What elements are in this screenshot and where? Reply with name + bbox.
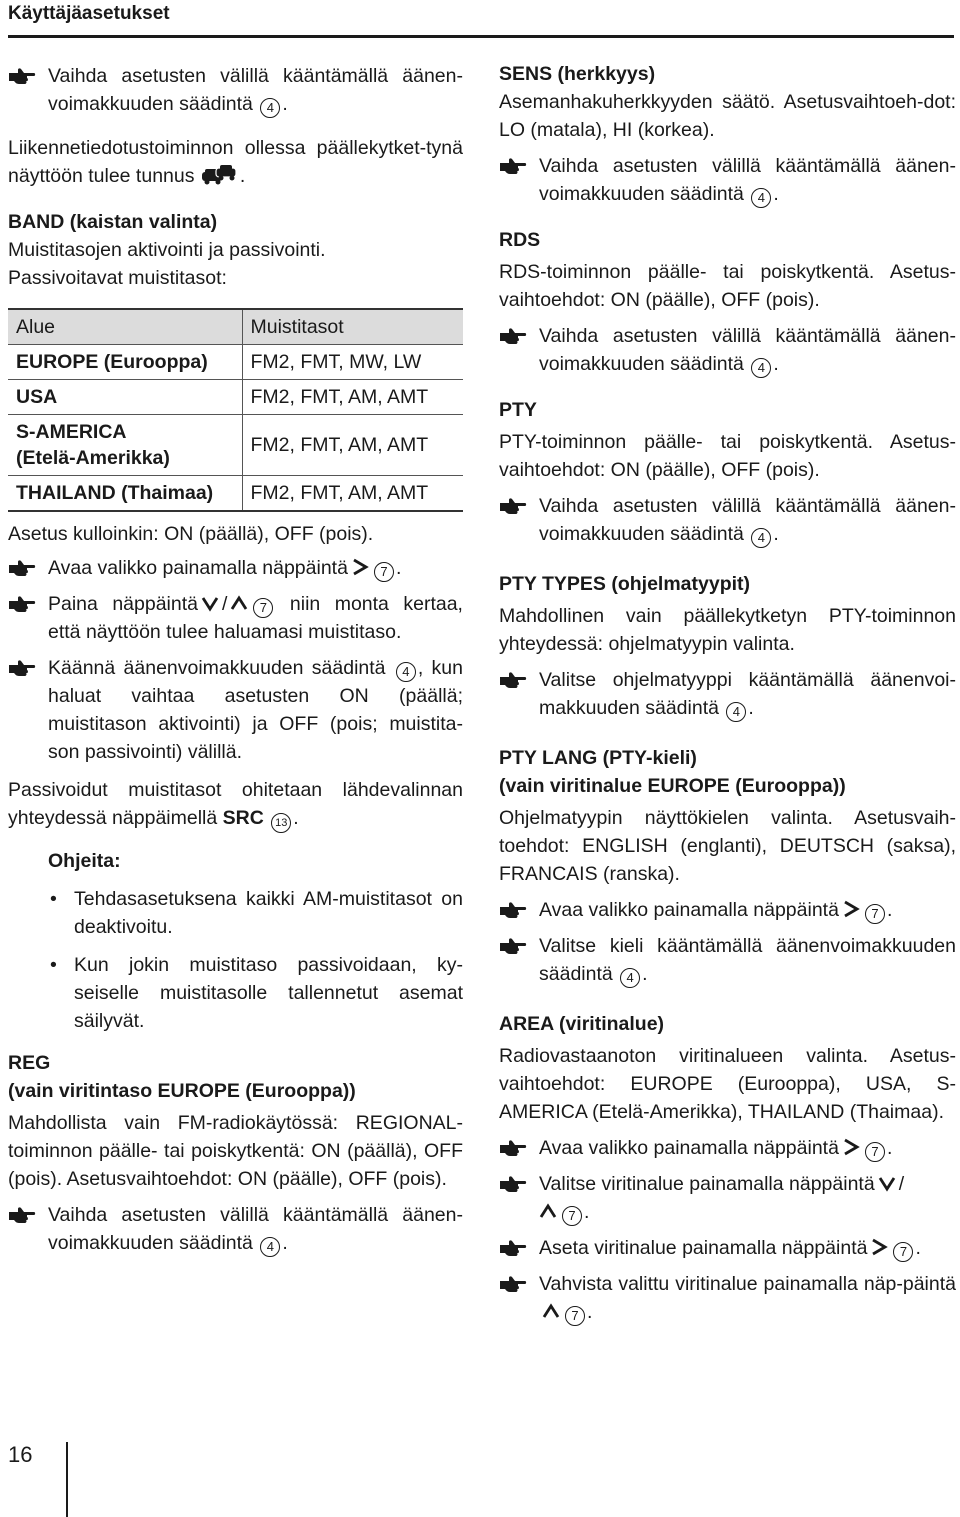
step-text: Vahvista valittu viritinalue painamalla näp-päintä bbox=[539, 1273, 956, 1295]
key-7-badge: 7 bbox=[865, 1142, 885, 1162]
step-text: , kun haluat vaihtaa asetusten ON (päällä; muistitason aktivointi) ja OFF (pois; muistita-son passivointi) välillä. bbox=[48, 657, 464, 763]
band-paragraph-2: Passivoitavat muistitasot: bbox=[8, 267, 227, 289]
pointing-hand-icon bbox=[8, 556, 36, 580]
step-end: . bbox=[748, 697, 754, 719]
note-item: • Kun jokin muistitaso passivoidaan, ky-seiselle muistitasolle tallennetut asemat säilyvät. bbox=[48, 951, 463, 1035]
arrow-up-icon bbox=[542, 1302, 560, 1320]
knob-4-badge: 4 bbox=[751, 358, 771, 378]
step-end: . bbox=[886, 899, 893, 921]
table-cell: S-AMERICA (Etelä-Amerikka) bbox=[8, 415, 242, 476]
table-cell: FM2, FMT, AM, AMT bbox=[242, 415, 463, 476]
knob-4-badge: 4 bbox=[396, 662, 416, 682]
pointing-hand-icon bbox=[499, 934, 527, 958]
step-change-setting bbox=[8, 62, 463, 118]
memory-levels-table bbox=[8, 308, 463, 512]
key-7-badge: 7 bbox=[893, 1242, 913, 1262]
step-rds bbox=[499, 322, 956, 378]
pointing-hand-icon bbox=[499, 668, 527, 692]
pointing-hand-icon bbox=[8, 1203, 36, 1227]
pointing-hand-icon bbox=[499, 154, 527, 178]
step-text: Valitse ohjelmatyyppi kääntämällä äänenvoi-makkuuden säädintä bbox=[539, 669, 956, 719]
knob-4-badge: 4 bbox=[260, 98, 280, 118]
step-area-confirm bbox=[499, 1270, 956, 1326]
step-text: niin monta kertaa, että näyttöön tulee haluamasi muistitaso. bbox=[48, 593, 463, 643]
key-13-badge: 13 bbox=[271, 813, 291, 833]
arrow-right-icon bbox=[842, 900, 860, 918]
step-end: . bbox=[584, 1201, 590, 1223]
step-text: Aseta viritinalue painamalla näppäintä bbox=[539, 1237, 868, 1259]
pty-types-paragraph: Mahdollinen vain päällekytketyn PTY-toiminnon yhteydessä: ohjelmatyypin valinta. bbox=[499, 605, 956, 655]
knob-4-badge: 4 bbox=[751, 528, 771, 548]
step-end: . bbox=[773, 523, 779, 545]
note-item: • Tehdasasetuksena kaikki AM-muistitasot on deaktivoitu. bbox=[48, 885, 463, 941]
rds-heading: RDS bbox=[499, 229, 541, 251]
ta-paragraph bbox=[8, 134, 463, 190]
left-column bbox=[8, 60, 463, 1257]
pointing-hand-icon bbox=[499, 1236, 527, 1260]
table-cell: FM2, FMT, AM, AMT bbox=[242, 380, 463, 415]
step-text: Vaihda asetusten välillä kääntämällä äänen-voimakkuuden säädintä bbox=[48, 1204, 463, 1254]
arrow-up-icon bbox=[230, 594, 248, 612]
arrow-up-icon bbox=[539, 1202, 557, 1220]
pointing-hand-icon bbox=[499, 324, 527, 348]
step-end: . bbox=[395, 557, 402, 579]
table-cell: EUROPE (Eurooppa) bbox=[8, 345, 242, 380]
page-header-title: Käyttäjäasetukset bbox=[8, 3, 170, 24]
step-end: . bbox=[282, 93, 288, 115]
key-7-badge: 7 bbox=[565, 1306, 585, 1326]
right-column bbox=[499, 60, 956, 1326]
step-area-open bbox=[499, 1134, 956, 1162]
table-cell: USA bbox=[8, 380, 242, 415]
step-pty-types bbox=[499, 666, 956, 722]
step-text: Vaihda asetusten välillä kääntämällä äänen-voimakkuuden säädintä bbox=[539, 495, 956, 545]
step-turn-knob bbox=[8, 654, 463, 766]
step-end: . bbox=[587, 1301, 593, 1323]
table-header-cell: Muistitasot bbox=[242, 309, 463, 345]
step-text: Käännä äänenvoimakkuuden säädintä bbox=[48, 657, 386, 679]
step-end: . bbox=[886, 1137, 893, 1159]
step-change-setting bbox=[8, 1201, 463, 1257]
reg-paragraph: Mahdollista vain FM-radiokäytössä: REGIONAL-toiminnon päälle- tai poiskytkentä: ON (päällä), OFF (pois). Asetusvaihtoehdot: ON (päälle), OFF (pois). bbox=[8, 1112, 463, 1190]
step-sens bbox=[499, 152, 956, 208]
arrow-right-icon bbox=[870, 1238, 888, 1256]
pty-lang-paragraph: Ohjelmatyypin näyttökielen valinta. Asetusvaih-toehdot: ENGLISH (englanti), DEUTSCH (saksa), FRANCAIS (ranska). bbox=[499, 807, 956, 885]
passive-text: Passivoidut muistitasot ohitetaan lähdevalinnan yhteydessä näppäimellä bbox=[8, 779, 463, 829]
pty-lang-subheading: (vain viritinalue EUROPE (Eurooppa)) bbox=[499, 775, 846, 797]
step-open-menu bbox=[8, 554, 463, 582]
rds-paragraph: RDS-toiminnon päälle- tai poiskytkentä. Asetus-vaihtoehdot: ON (päälle), OFF (pois). bbox=[499, 261, 956, 311]
pointing-hand-icon bbox=[499, 898, 527, 922]
step-end: . bbox=[773, 353, 779, 375]
step-text: Valitse viritinalue painamalla näppäintä bbox=[539, 1173, 875, 1195]
ta-end: . bbox=[239, 165, 246, 187]
step-text: Paina näppäintä bbox=[48, 593, 198, 615]
pointing-hand-icon bbox=[8, 64, 36, 88]
area-paragraph: Radiovastaanoton viritinalueen valinta. Asetus-vaihtoehdot: EUROPE (Eurooppa), USA, S-AMERICA (Etelä-Amerikka), THAILAND (Thaimaa). bbox=[499, 1045, 956, 1123]
step-text: Valitse kieli kääntämällä äänenvoimakkuuden säädintä bbox=[539, 935, 956, 985]
src-key-label: SRC bbox=[222, 807, 264, 829]
separator: / bbox=[222, 593, 228, 615]
footer-divider bbox=[66, 1442, 68, 1517]
pointing-hand-icon bbox=[8, 656, 36, 680]
step-text: Avaa valikko painamalla näppäintä bbox=[539, 1137, 839, 1159]
ta-text: Liikennetiedotustoiminnon ollessa päällekytket-tynä näyttöön tulee tunnus bbox=[8, 137, 463, 187]
step-pty bbox=[499, 492, 956, 548]
step-pty-lang-open bbox=[499, 896, 956, 924]
pointing-hand-icon bbox=[499, 494, 527, 518]
step-end: . bbox=[773, 183, 779, 205]
step-text: Vaihda asetusten välillä kääntämällä äänen-voimakkuuden säädintä bbox=[539, 155, 956, 205]
knob-4-badge: 4 bbox=[620, 968, 640, 988]
table-cell: THAILAND (Thaimaa) bbox=[8, 476, 242, 512]
table-row bbox=[8, 415, 463, 476]
key-7-badge: 7 bbox=[374, 562, 394, 582]
step-end: . bbox=[915, 1237, 921, 1259]
table-cell: FM2, FMT, AM, AMT bbox=[242, 476, 463, 512]
knob-4-badge: 4 bbox=[726, 702, 746, 722]
step-end: . bbox=[282, 1232, 288, 1254]
table-header-row bbox=[8, 309, 463, 345]
step-text: Avaa valikko painamalla näppäintä bbox=[48, 557, 348, 579]
sens-paragraph: Asemanhakuherkkyyden säätö. Asetusvaihtoeh-dot: LO (matala), HI (korkea). bbox=[499, 91, 956, 141]
area-heading: AREA (viritinalue) bbox=[499, 1013, 665, 1035]
traffic-info-icon bbox=[200, 164, 240, 186]
passive-end: . bbox=[293, 807, 299, 829]
arrow-right-icon bbox=[351, 558, 369, 576]
step-text: Vaihda asetusten välillä kääntämällä äänen-voimakkuuden säädintä bbox=[48, 65, 463, 115]
reg-heading: REG bbox=[8, 1052, 51, 1074]
notes-title: Ohjeita: bbox=[48, 850, 121, 872]
step-end: . bbox=[642, 963, 648, 985]
arrow-right-icon bbox=[842, 1138, 860, 1156]
page-number: 16 bbox=[8, 1442, 33, 1467]
notes-block bbox=[48, 847, 463, 1035]
setting-paragraph: Asetus kulloinkin: ON (päällä), OFF (pois). bbox=[8, 523, 374, 545]
key-7-badge: 7 bbox=[865, 904, 885, 924]
header-divider bbox=[8, 35, 954, 38]
key-7-badge: 7 bbox=[253, 598, 273, 618]
knob-4-badge: 4 bbox=[260, 1237, 280, 1257]
table-row bbox=[8, 380, 463, 415]
pointing-hand-icon bbox=[499, 1136, 527, 1160]
band-heading: BAND (kaistan valinta) bbox=[8, 211, 218, 233]
step-pty-lang-select bbox=[499, 932, 956, 988]
table-row bbox=[8, 476, 463, 512]
band-paragraph-1: Muistitasojen aktivointi ja passivointi. bbox=[8, 239, 326, 261]
pty-lang-heading: PTY LANG (PTY-kieli) bbox=[499, 747, 697, 769]
key-7-badge: 7 bbox=[562, 1206, 582, 1226]
pointing-hand-icon bbox=[499, 1172, 527, 1196]
separator: / bbox=[898, 1173, 905, 1195]
pty-types-heading: PTY TYPES (ohjelmatyypit) bbox=[499, 573, 751, 595]
step-text: Vaihda asetusten välillä kääntämällä äänen-voimakkuuden säädintä bbox=[539, 325, 956, 375]
pty-paragraph: PTY-toiminnon päälle- tai poiskytkentä. Asetus-vaihtoehdot: ON (päälle), OFF (pois). bbox=[499, 431, 956, 481]
pointing-hand-icon bbox=[8, 592, 36, 616]
passive-paragraph bbox=[8, 776, 463, 833]
pty-heading: PTY bbox=[499, 399, 537, 421]
sens-heading: SENS (herkkyys) bbox=[499, 63, 656, 85]
reg-subheading: (vain viritintaso EUROPE (Eurooppa)) bbox=[8, 1080, 356, 1102]
step-text: Avaa valikko painamalla näppäintä bbox=[539, 899, 839, 921]
arrow-down-icon bbox=[201, 594, 219, 612]
knob-4-badge: 4 bbox=[751, 188, 771, 208]
arrow-down-icon bbox=[878, 1174, 896, 1192]
table-cell: FM2, FMT, MW, LW bbox=[242, 345, 463, 380]
step-area-set bbox=[499, 1234, 956, 1262]
step-press-key bbox=[8, 590, 463, 646]
table-header-cell: Alue bbox=[8, 309, 242, 345]
pointing-hand-icon bbox=[499, 1272, 527, 1296]
table-row bbox=[8, 345, 463, 380]
step-area-select bbox=[499, 1170, 956, 1226]
